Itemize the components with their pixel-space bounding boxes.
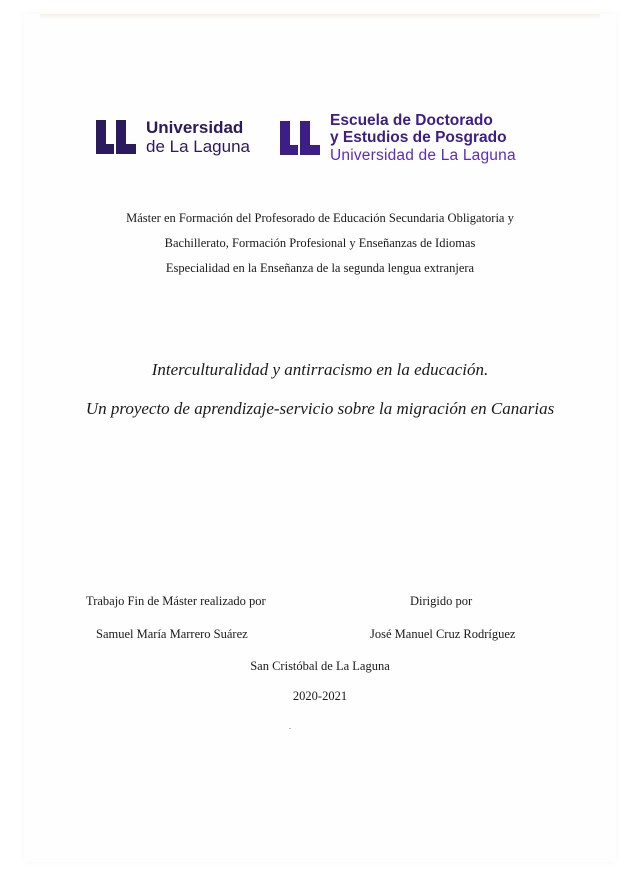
doctoral-school-logo-text bbox=[330, 112, 516, 164]
program-line2: Bachillerato, Formación Profesional y Enseñanzas de Idiomas bbox=[164, 236, 476, 250]
thesis-title: Interculturalidad y antirracismo en la educación. bbox=[151, 360, 489, 379]
doctoral-school-logo bbox=[278, 112, 516, 164]
university-logo-line1: Universidad bbox=[146, 118, 244, 137]
scan-speck bbox=[289, 728, 291, 729]
ll-logo-icon bbox=[94, 118, 138, 156]
program-name bbox=[0, 206, 640, 256]
specialty: Especialidad en la Enseñanza de la segunda lengua extranjera bbox=[165, 261, 475, 275]
doctoral-school-logo-line3: Universidad de La Laguna bbox=[330, 146, 516, 164]
program-line1: Máster en Formación del Profesorado de Educación Secundaria Obligatoria y bbox=[126, 211, 514, 225]
director-label: Dirigido por bbox=[410, 594, 473, 608]
university-logo-text bbox=[146, 118, 250, 156]
author-name: Samuel María Marrero Suárez bbox=[96, 627, 248, 641]
university-logo-line2: de La Laguna bbox=[146, 137, 250, 157]
author-label: Trabajo Fin de Máster realizado por bbox=[86, 594, 266, 608]
academic-year: 2020-2021 bbox=[292, 689, 348, 703]
doctoral-school-logo-line1: Escuela de Doctorado bbox=[330, 112, 493, 129]
director-name: José Manuel Cruz Rodríguez bbox=[370, 627, 516, 641]
thesis-subtitle: Un proyecto de aprendizaje-servicio sobre la migración en Canarias bbox=[85, 399, 555, 418]
university-logo bbox=[94, 118, 250, 156]
top-edge-shade bbox=[40, 14, 600, 20]
doctoral-school-logo-line2: y Estudios de Posgrado bbox=[330, 129, 507, 147]
place: San Cristóbal de La Laguna bbox=[250, 659, 390, 673]
ll-logo-icon bbox=[278, 119, 322, 157]
